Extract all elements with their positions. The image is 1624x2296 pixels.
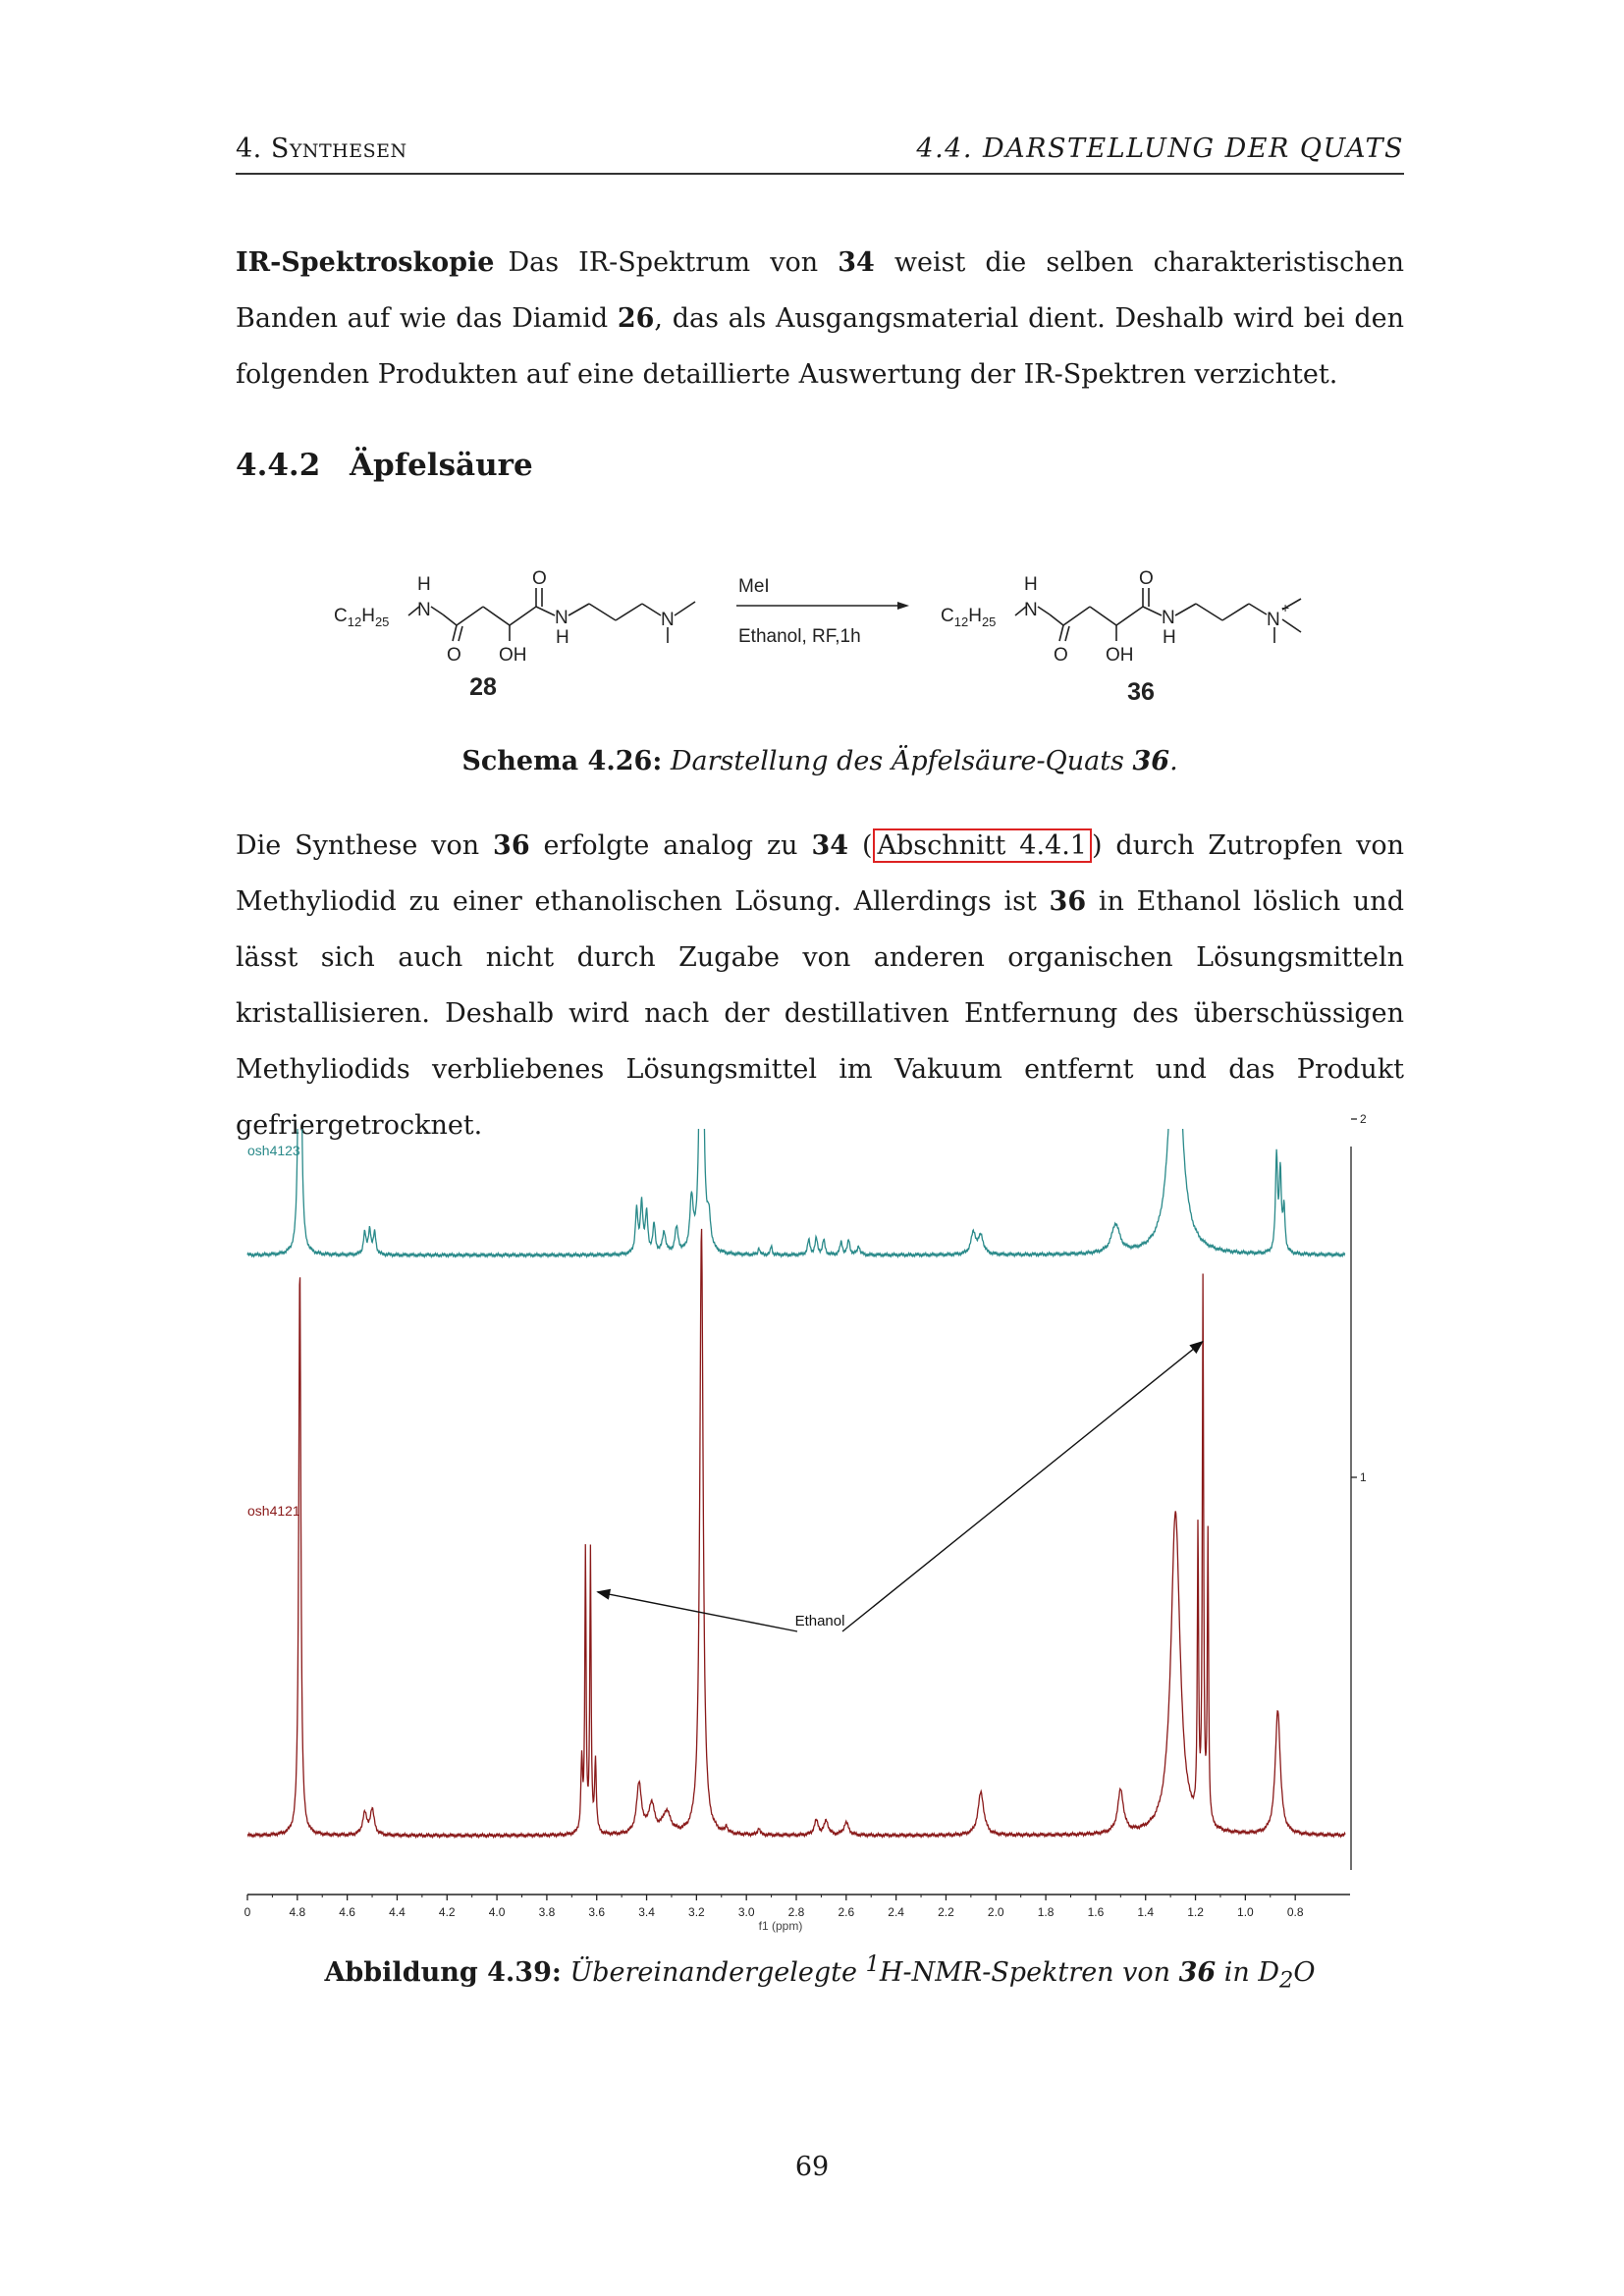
bond xyxy=(1063,607,1090,625)
x-tick-label: 2.6 xyxy=(838,1905,855,1919)
x-tick-label: 3.6 xyxy=(588,1905,606,1919)
atom-oh: OH xyxy=(499,645,527,666)
compound-number: 36 xyxy=(1127,678,1155,706)
x-tick-label: 2.4 xyxy=(888,1905,904,1919)
bond xyxy=(1222,604,1249,620)
header-rule xyxy=(236,173,1404,175)
bond xyxy=(431,607,443,614)
atom-n: N xyxy=(1162,608,1175,628)
compound-number: 28 xyxy=(469,673,497,701)
x-tick-label: 0.8 xyxy=(1286,1905,1304,1919)
section-link[interactable]: Abschnitt 4.4.1 xyxy=(873,828,1092,863)
bond xyxy=(443,614,457,625)
atom-n: N xyxy=(661,610,675,630)
figure-caption: Abbildung 4.39: Übereinandergelegte $^1$H-NMR-Spektren von 36 in $D_2O$ xyxy=(324,1951,1316,1994)
x-tick-label: 4.0 xyxy=(488,1905,506,1919)
nmr-annotations xyxy=(598,1342,1203,1631)
atom-o: O xyxy=(532,568,547,589)
running-header-left: 4. Synthesen xyxy=(236,133,407,164)
bond xyxy=(536,607,555,615)
atom-o: O xyxy=(447,645,461,666)
atom-h: H xyxy=(1024,574,1038,595)
bond xyxy=(1282,619,1301,632)
run-in-heading: IR-Spektroskopie xyxy=(236,247,495,278)
series-label-1: osh4123 xyxy=(247,1143,300,1158)
annotation-arrow xyxy=(598,1592,797,1631)
x-tick-label: 0 xyxy=(244,1905,251,1919)
atom-n: N xyxy=(417,600,431,620)
charge: + xyxy=(1281,600,1290,615)
y-tick-label: 1 xyxy=(1360,1470,1367,1484)
x-tick-label: 4.6 xyxy=(339,1905,355,1919)
paragraph-ir: IR-Spektroskopie Das IR-Spektrum von 34 weist die selben charakteristischen Banden auf wie das Diamid 26, das als Ausgangsmaterial dient. Deshalb wird bei den folgenden Produkten auf eine detaillierte Auswertung der IR-Spektren verzichtet. xyxy=(236,247,1404,390)
bond xyxy=(459,626,462,641)
bond xyxy=(1065,626,1069,641)
bond xyxy=(1143,607,1162,615)
running-header-right: 4.4. DARSTELLUNG DER QUATS xyxy=(916,133,1404,164)
bond xyxy=(1175,604,1196,615)
x-tick-label: 3.0 xyxy=(737,1905,755,1919)
section-number: 4.4.2 xyxy=(236,448,321,483)
series-label-2: osh4121 xyxy=(247,1503,300,1519)
page-number: 69 xyxy=(794,2152,830,2182)
chain-label: $C_{12}H_{25}$ xyxy=(941,606,997,629)
x-tick-label: 2.0 xyxy=(987,1905,1004,1919)
x-axis-label: f1 (ppm) xyxy=(758,1919,803,1933)
bond xyxy=(1038,607,1050,614)
x-tick-label: 2.8 xyxy=(787,1905,805,1919)
atom-h: H xyxy=(556,627,569,648)
spectrum-osh4121 xyxy=(247,1229,1345,1838)
bond xyxy=(1196,604,1222,620)
bond xyxy=(1249,604,1267,614)
arrow-head-icon xyxy=(897,602,909,610)
bond xyxy=(675,602,695,615)
x-tick-label: 3.4 xyxy=(638,1905,655,1919)
bond xyxy=(589,604,616,620)
annotation-arrow xyxy=(842,1342,1203,1631)
bond xyxy=(1116,607,1143,625)
atom-n: N xyxy=(555,608,568,628)
ethanol-annotation: Ethanol xyxy=(794,1613,845,1629)
x-tick-label: 1.6 xyxy=(1087,1905,1105,1919)
atom-oh: OH xyxy=(1106,645,1134,666)
paragraph-synthesis: Die Synthese von 36 erfolgte analog zu 34 ( Abschnitt 4.4.1 ) durch Zutropfen von Methyliodid zu einer ethanolischen Lösung. Allerdings ist 36 in Ethanol löslich und lässt sich auch nicht durch Zugabe von anderen organischen Lösungsmitteln kristallisieren. Deshalb wird nach der destillativen Entfernung des überschüssigen Methyliodids verbliebenes Lösungsmittel im Vakuum entfernt und das Produkt gefriergetrocknet. xyxy=(236,830,1405,1141)
x-tick-label: 4.2 xyxy=(438,1905,456,1919)
bond xyxy=(1059,625,1063,641)
bond xyxy=(642,604,661,615)
x-tick-label: 1.0 xyxy=(1237,1905,1254,1919)
section-heading xyxy=(236,448,533,483)
bond xyxy=(568,604,589,615)
bond xyxy=(483,607,510,625)
nmr-chart xyxy=(236,1112,1404,1934)
x-tick-label: 3.8 xyxy=(538,1905,556,1919)
x-tick-label: 1.2 xyxy=(1187,1905,1204,1919)
atom-n: N xyxy=(1024,600,1038,620)
atom-h: H xyxy=(1163,627,1176,648)
atom-o: O xyxy=(1054,645,1068,666)
bond xyxy=(616,604,642,620)
x-tick-label: 1.4 xyxy=(1137,1905,1155,1919)
reagent-label: MeI xyxy=(738,576,770,597)
bond xyxy=(453,625,457,641)
x-tick-label: 4.4 xyxy=(389,1905,406,1919)
atom-n-plus: N xyxy=(1267,610,1280,630)
section-title: Äpfelsäure xyxy=(350,448,533,483)
x-tick-label: 1.8 xyxy=(1037,1905,1055,1919)
bond xyxy=(1090,607,1116,625)
x-tick-label: 3.2 xyxy=(688,1905,705,1919)
bond xyxy=(457,607,483,625)
bond xyxy=(510,607,536,625)
y-tick-label: 2 xyxy=(1360,1112,1367,1126)
atom-h: H xyxy=(417,574,431,595)
chain-label: $C_{12}H_{25}$ xyxy=(334,606,390,629)
conditions-label: Ethanol, RF,1h xyxy=(738,626,861,647)
reaction-scheme xyxy=(314,545,1335,726)
scheme-caption: Schema 4.26: Darstellung des Äpfelsäure-Quats 36. xyxy=(461,746,1178,776)
atom-o: O xyxy=(1139,568,1154,589)
bond xyxy=(1050,614,1063,625)
x-tick-label: 4.8 xyxy=(289,1905,306,1919)
x-tick-label: 2.2 xyxy=(938,1905,954,1919)
